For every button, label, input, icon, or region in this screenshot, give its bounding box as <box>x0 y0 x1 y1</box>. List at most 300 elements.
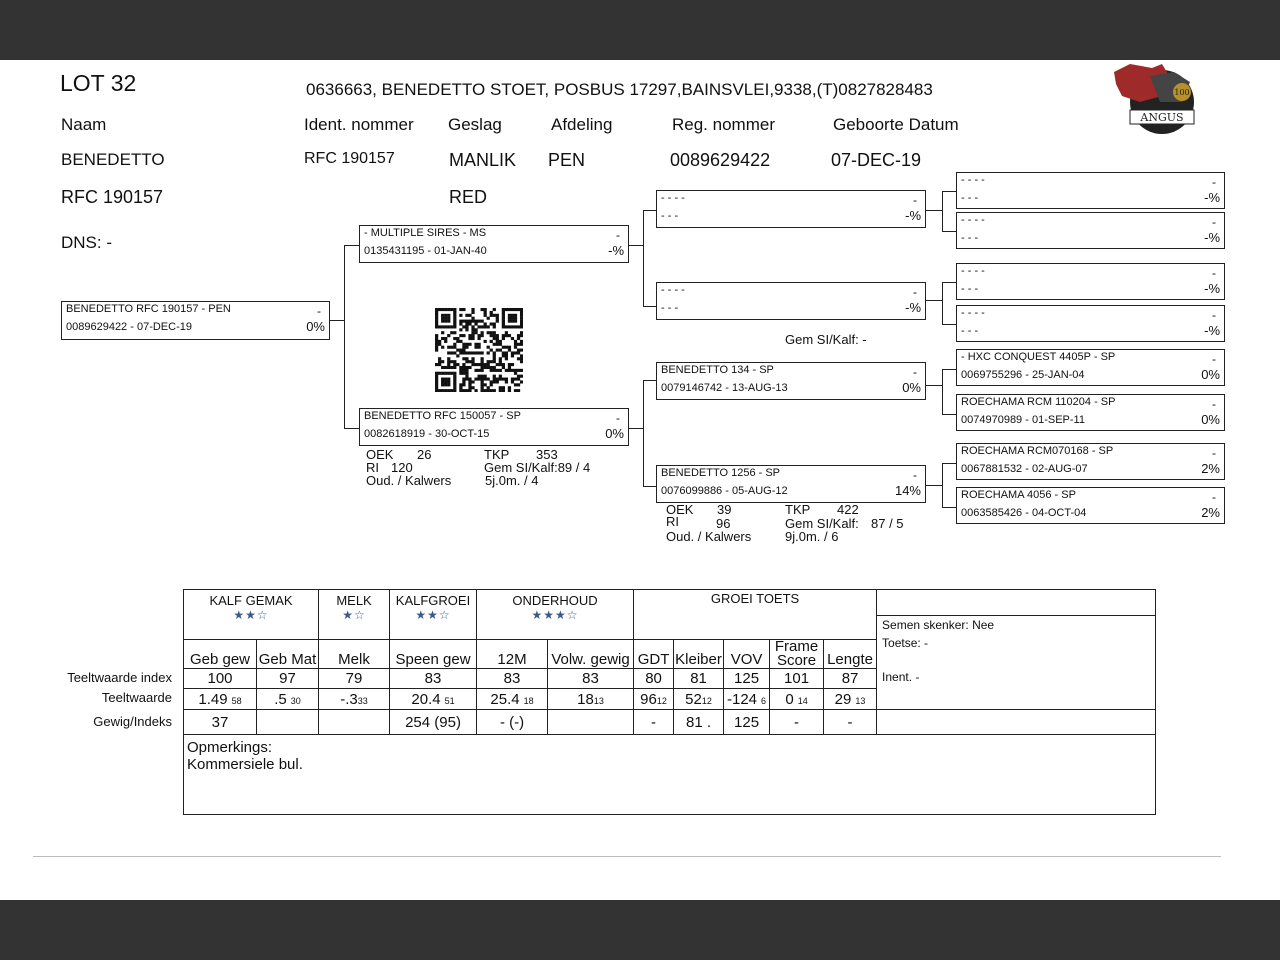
tw-accuracy: 30 <box>290 695 301 706</box>
tw-value: 1.49 <box>198 690 228 708</box>
qr-module <box>481 331 484 334</box>
pedigree-pct: -% <box>905 208 921 223</box>
qr-module <box>487 389 490 392</box>
qr-module <box>441 378 444 381</box>
animal-naam: BENEDETTO <box>61 150 165 169</box>
qr-module <box>511 369 514 372</box>
qr-module <box>474 322 477 325</box>
pedigree-name: - - - - <box>961 174 985 186</box>
qr-module <box>499 363 502 366</box>
connector <box>643 380 644 486</box>
qr-module <box>435 314 438 317</box>
qr-module <box>462 389 465 392</box>
qr-module <box>517 349 520 352</box>
pedigree-reg: - - - <box>961 232 979 244</box>
qr-module <box>502 363 505 366</box>
qr-module <box>468 343 471 346</box>
qr-module <box>520 369 523 372</box>
qr-module <box>487 360 490 363</box>
qr-module <box>477 343 480 346</box>
qr-module <box>511 380 514 383</box>
qr-module <box>459 349 462 352</box>
qr-module <box>444 380 447 383</box>
qr-module <box>447 317 450 320</box>
group-kalf-gemak-label: KALF GEMAK <box>209 593 293 608</box>
performance-table <box>183 589 1156 815</box>
pedigree-dash: - <box>1212 446 1216 460</box>
qr-module <box>471 357 474 360</box>
qr-module <box>471 351 474 354</box>
qr-module <box>490 340 493 343</box>
bottom-bar <box>0 900 1280 960</box>
qr-module <box>447 357 450 360</box>
qr-module <box>520 314 523 317</box>
qr-module <box>511 378 514 381</box>
pedigree-pct: 2% <box>1201 461 1220 476</box>
tw-cell <box>674 689 724 710</box>
qr-module <box>447 366 450 369</box>
qr-module <box>514 346 517 349</box>
qr-module <box>514 369 517 372</box>
qr-module <box>474 378 477 381</box>
connector <box>643 210 656 211</box>
info-cell <box>877 590 1156 710</box>
qr-module <box>505 351 508 354</box>
qr-module <box>453 320 456 323</box>
qr-module <box>444 340 447 343</box>
qr-module <box>456 349 459 352</box>
gd-tkp-label: TKP <box>785 502 811 517</box>
tw-cell <box>634 689 674 710</box>
qr-module <box>508 334 511 337</box>
pedigree-dash: - <box>913 193 917 207</box>
qr-module <box>481 308 484 311</box>
qr-module <box>505 378 508 381</box>
qr-module <box>447 380 450 383</box>
pedigree-pct: 0% <box>1201 412 1220 427</box>
tw-accuracy: 51 <box>444 695 455 706</box>
pedigree-ssd <box>956 212 1225 249</box>
pedigree-reg: - - - <box>661 210 679 222</box>
animal-reg: 0089629422 <box>670 150 771 170</box>
qr-module <box>487 363 490 366</box>
qr-module <box>499 340 502 343</box>
qr-module <box>438 372 441 375</box>
qr-module <box>502 389 505 392</box>
qr-module <box>474 351 477 354</box>
qr-module <box>477 369 480 372</box>
qr-module <box>502 354 505 357</box>
tw-cell <box>319 689 390 710</box>
row-label-index: Teeltwaarde index <box>67 670 172 685</box>
qr-module <box>453 308 456 311</box>
qr-module <box>496 363 499 366</box>
pedigree-dash: - <box>1212 352 1216 366</box>
qr-module <box>484 375 487 378</box>
tw-cell <box>548 689 634 710</box>
qr-module <box>484 308 487 311</box>
qr-module <box>493 389 496 392</box>
qr-module <box>517 369 520 372</box>
qr-module <box>496 337 499 340</box>
qr-module <box>444 372 447 375</box>
qr-module <box>450 389 453 392</box>
qr-module <box>456 363 459 366</box>
qr-module <box>471 363 474 366</box>
qr-module <box>450 325 453 328</box>
qr-module <box>514 325 517 328</box>
qr-module <box>517 308 520 311</box>
connector <box>942 282 943 324</box>
tw-accuracy: 13 <box>855 695 866 706</box>
qr-module <box>468 314 471 317</box>
qr-module <box>465 328 468 331</box>
qr-module <box>502 308 505 311</box>
remarks-text: Kommersiele bul. <box>187 756 303 773</box>
qr-module <box>493 334 496 337</box>
qr-module <box>505 357 508 360</box>
qr-module <box>517 383 520 386</box>
group-melk <box>319 590 390 640</box>
connector <box>643 210 644 307</box>
pedigree-name: BENEDETTO 134 - SP <box>661 364 774 376</box>
animal-geboorte: 07-DEC-19 <box>831 150 922 170</box>
qr-module <box>465 366 468 369</box>
qr-module <box>438 325 441 328</box>
index-cell: 100 <box>184 669 257 689</box>
tw-value: 29 <box>834 690 852 708</box>
index-cell: 83 <box>390 669 477 689</box>
qr-module <box>471 308 474 311</box>
qr-module <box>465 322 468 325</box>
tw-value: -.3 <box>340 690 358 708</box>
col-volw-gewig: Volw. gewig <box>548 640 634 669</box>
qr-module <box>490 383 493 386</box>
qr-module <box>502 351 505 354</box>
qr-module <box>471 311 474 314</box>
pedigree-name: - MULTIPLE SIRES - MS <box>364 227 487 239</box>
pedigree-sds <box>956 263 1225 300</box>
tw-cell <box>824 689 877 710</box>
gd-oud-value: 9j.0m. / 6 <box>785 529 839 544</box>
qr-module <box>508 386 511 389</box>
col-lengte: Lengte <box>824 640 877 669</box>
qr-module <box>453 325 456 328</box>
qr-module <box>471 337 474 340</box>
qr-module <box>465 325 468 328</box>
qr-module <box>444 378 447 381</box>
header-naam: Naam <box>61 115 107 134</box>
qr-module <box>447 308 450 311</box>
gewig-cell: - <box>824 710 877 735</box>
qr-module <box>459 340 462 343</box>
qr-module <box>499 343 502 346</box>
gewig-cell <box>319 710 390 735</box>
qr-module <box>508 317 511 320</box>
qr-module <box>487 366 490 369</box>
dam-tkp-value: 353 <box>536 447 558 462</box>
dam-oud-value: 5j.0m. / 4 <box>485 473 539 488</box>
index-cell: 79 <box>319 669 390 689</box>
gewig-cell: 81 . <box>674 710 724 735</box>
logo-badge-text: 100 <box>1174 88 1190 97</box>
qr-module <box>453 346 456 349</box>
qr-module <box>471 328 474 331</box>
qr-module <box>468 386 471 389</box>
qr-module <box>435 380 438 383</box>
qr-module <box>450 351 453 354</box>
qr-module <box>511 314 514 317</box>
qr-module <box>435 386 438 389</box>
qr-module <box>493 366 496 369</box>
dam-oek-label: OEK <box>366 447 394 462</box>
qr-module <box>493 378 496 381</box>
qr-module <box>517 343 520 346</box>
qr-module <box>462 334 465 337</box>
tw-value: 25.4 <box>490 690 520 708</box>
qr-module <box>435 340 438 343</box>
connector <box>942 369 956 370</box>
qr-module <box>514 389 517 392</box>
qr-module <box>444 389 447 392</box>
qr-module <box>514 372 517 375</box>
qr-module <box>505 325 508 328</box>
qr-module <box>477 325 480 328</box>
qr-module <box>453 366 456 369</box>
pedigree-reg: - - - <box>961 325 979 337</box>
qr-module <box>484 378 487 381</box>
qr-module <box>514 340 517 343</box>
qr-module <box>474 346 477 349</box>
qr-module <box>435 389 438 392</box>
qr-module <box>465 343 468 346</box>
qr-module <box>508 389 511 392</box>
qr-module <box>435 317 438 320</box>
qr-module <box>508 320 511 323</box>
pedigree-reg: 0079146742 - 13-AUG-13 <box>661 382 788 394</box>
qr-module <box>474 389 477 392</box>
pedigree-pct: -% <box>1204 190 1220 205</box>
header-geslag: Geslag <box>448 115 502 134</box>
pedigree-sire <box>359 225 629 263</box>
qr-module <box>468 360 471 363</box>
qr-module <box>459 389 462 392</box>
pedigree-name: BENEDETTO 1256 - SP <box>661 467 781 479</box>
qr-module <box>438 389 441 392</box>
qr-module <box>514 343 517 346</box>
qr-module <box>465 372 468 375</box>
qr-module <box>462 308 465 311</box>
index-cell: 125 <box>724 669 770 689</box>
qr-module <box>447 372 450 375</box>
qr-module <box>462 325 465 328</box>
qr-module <box>481 380 484 383</box>
tw-accuracy: 33 <box>357 695 368 706</box>
qr-module <box>453 314 456 317</box>
qr-module <box>435 337 438 340</box>
qr-module <box>511 320 514 323</box>
pedigree-dash: - <box>1212 175 1216 189</box>
tw-value: 0 <box>785 690 794 708</box>
qr-module <box>468 322 471 325</box>
pedigree-self <box>61 301 330 340</box>
connector <box>643 306 656 307</box>
gewig-cell: 254 (95) <box>390 710 477 735</box>
qr-module <box>517 378 520 381</box>
qr-module <box>468 383 471 386</box>
star-rating-icon: ★★☆ <box>415 608 451 622</box>
gewig-cell: - <box>770 710 824 735</box>
qr-module <box>493 325 496 328</box>
qr-module <box>450 372 453 375</box>
group-onderhoud <box>477 590 634 640</box>
qr-module <box>465 357 468 360</box>
qr-module <box>487 351 490 354</box>
qr-module <box>502 378 505 381</box>
tw-cell <box>390 689 477 710</box>
star-rating-icon: ★★★☆ <box>531 608 579 622</box>
qr-module <box>459 320 462 323</box>
qr-module <box>502 314 505 317</box>
qr-module <box>508 346 511 349</box>
qr-module <box>465 314 468 317</box>
dam-tkp-label: TKP <box>484 447 510 462</box>
qr-module <box>459 386 462 389</box>
qr-module <box>502 311 505 314</box>
qr-module <box>490 311 493 314</box>
qr-module <box>468 380 471 383</box>
pedigree-pct: -% <box>905 300 921 315</box>
qr-module <box>490 366 493 369</box>
qr-module <box>444 325 447 328</box>
qr-module <box>459 308 462 311</box>
pedigree-name: ROECHAMA RCM070168 - SP <box>961 445 1114 457</box>
qr-module <box>520 375 523 378</box>
qr-module <box>441 337 444 340</box>
animal-geslag: MANLIK <box>449 150 517 170</box>
qr-module <box>435 343 438 346</box>
qr-module <box>435 378 438 381</box>
animal-dns: DNS: - <box>61 233 112 252</box>
qr-module <box>496 343 499 346</box>
qr-module <box>514 320 517 323</box>
pedigree-name: - - - - <box>961 307 985 319</box>
qr-module <box>493 369 496 372</box>
pedigree-reg: 0135431195 - 01-JAN-40 <box>364 245 487 257</box>
qr-module <box>511 337 514 340</box>
qr-module <box>520 340 523 343</box>
qr-module <box>459 314 462 317</box>
qr-module <box>453 380 456 383</box>
connector <box>942 507 956 508</box>
tw-accuracy: 6 <box>761 695 767 706</box>
qr-module <box>520 343 523 346</box>
col-gdt: GDT <box>634 640 674 669</box>
qr-module <box>514 351 517 354</box>
connector <box>643 486 656 487</box>
qr-module <box>474 369 477 372</box>
qr-module <box>496 340 499 343</box>
qr-module <box>481 357 484 360</box>
qr-module <box>477 378 480 381</box>
qr-module <box>438 363 441 366</box>
qr-module <box>477 320 480 323</box>
connector <box>942 463 943 507</box>
qr-module <box>453 331 456 334</box>
tw-accuracy: 13 <box>593 695 604 706</box>
qr-module <box>453 378 456 381</box>
qr-module <box>453 351 456 354</box>
qr-module <box>447 378 450 381</box>
qr-module <box>481 351 484 354</box>
qr-module <box>496 334 499 337</box>
qr-module <box>493 354 496 357</box>
qr-module <box>435 363 438 366</box>
qr-module <box>502 346 505 349</box>
qr-module <box>459 328 462 331</box>
qr-module <box>496 378 499 381</box>
qr-module <box>444 308 447 311</box>
qr-module <box>490 349 493 352</box>
qr-module <box>465 360 468 363</box>
qr-module <box>477 351 480 354</box>
qr-module <box>520 354 523 357</box>
qr-module <box>499 369 502 372</box>
tw-cell <box>257 689 319 710</box>
qr-module <box>502 325 505 328</box>
pedigree-dam-dam <box>656 465 926 503</box>
qr-module <box>453 311 456 314</box>
qr-module <box>496 369 499 372</box>
qr-module <box>520 322 523 325</box>
qr-module <box>465 351 468 354</box>
qr-module <box>481 383 484 386</box>
pedigree-dash: - <box>1212 215 1216 229</box>
qr-module <box>493 343 496 346</box>
qr-module <box>435 349 438 352</box>
index-cell: 81 <box>674 669 724 689</box>
qr-module <box>520 380 523 383</box>
qr-module <box>508 314 511 317</box>
col-speen-gew: Speen gew <box>390 640 477 669</box>
gd-tkp-value: 422 <box>837 502 859 517</box>
qr-module <box>435 346 438 349</box>
pedigree-name: BENEDETTO RFC 190157 - PEN <box>66 303 231 315</box>
pedigree-reg: 0082618919 - 30-OCT-15 <box>364 428 490 440</box>
qr-module <box>441 383 444 386</box>
qr-module <box>441 308 444 311</box>
pedigree-pct: 0% <box>902 380 921 395</box>
qr-module <box>465 346 468 349</box>
col-kleiber: Kleiber <box>674 640 724 669</box>
tw-value: 96 <box>640 690 657 708</box>
qr-module <box>456 340 459 343</box>
qr-module <box>462 372 465 375</box>
qr-module <box>499 360 502 363</box>
qr-module <box>474 331 477 334</box>
index-cell: 101 <box>770 669 824 689</box>
qr-module <box>459 372 462 375</box>
pedigree-reg: 0076099886 - 05-AUG-12 <box>661 485 788 497</box>
qr-module <box>484 325 487 328</box>
qr-module <box>441 317 444 320</box>
header-reg: Reg. nommer <box>672 115 775 134</box>
qr-module <box>477 337 480 340</box>
qr-module <box>441 320 444 323</box>
tw-accuracy: 12 <box>656 695 667 706</box>
qr-module <box>438 357 441 360</box>
qr-module <box>484 340 487 343</box>
